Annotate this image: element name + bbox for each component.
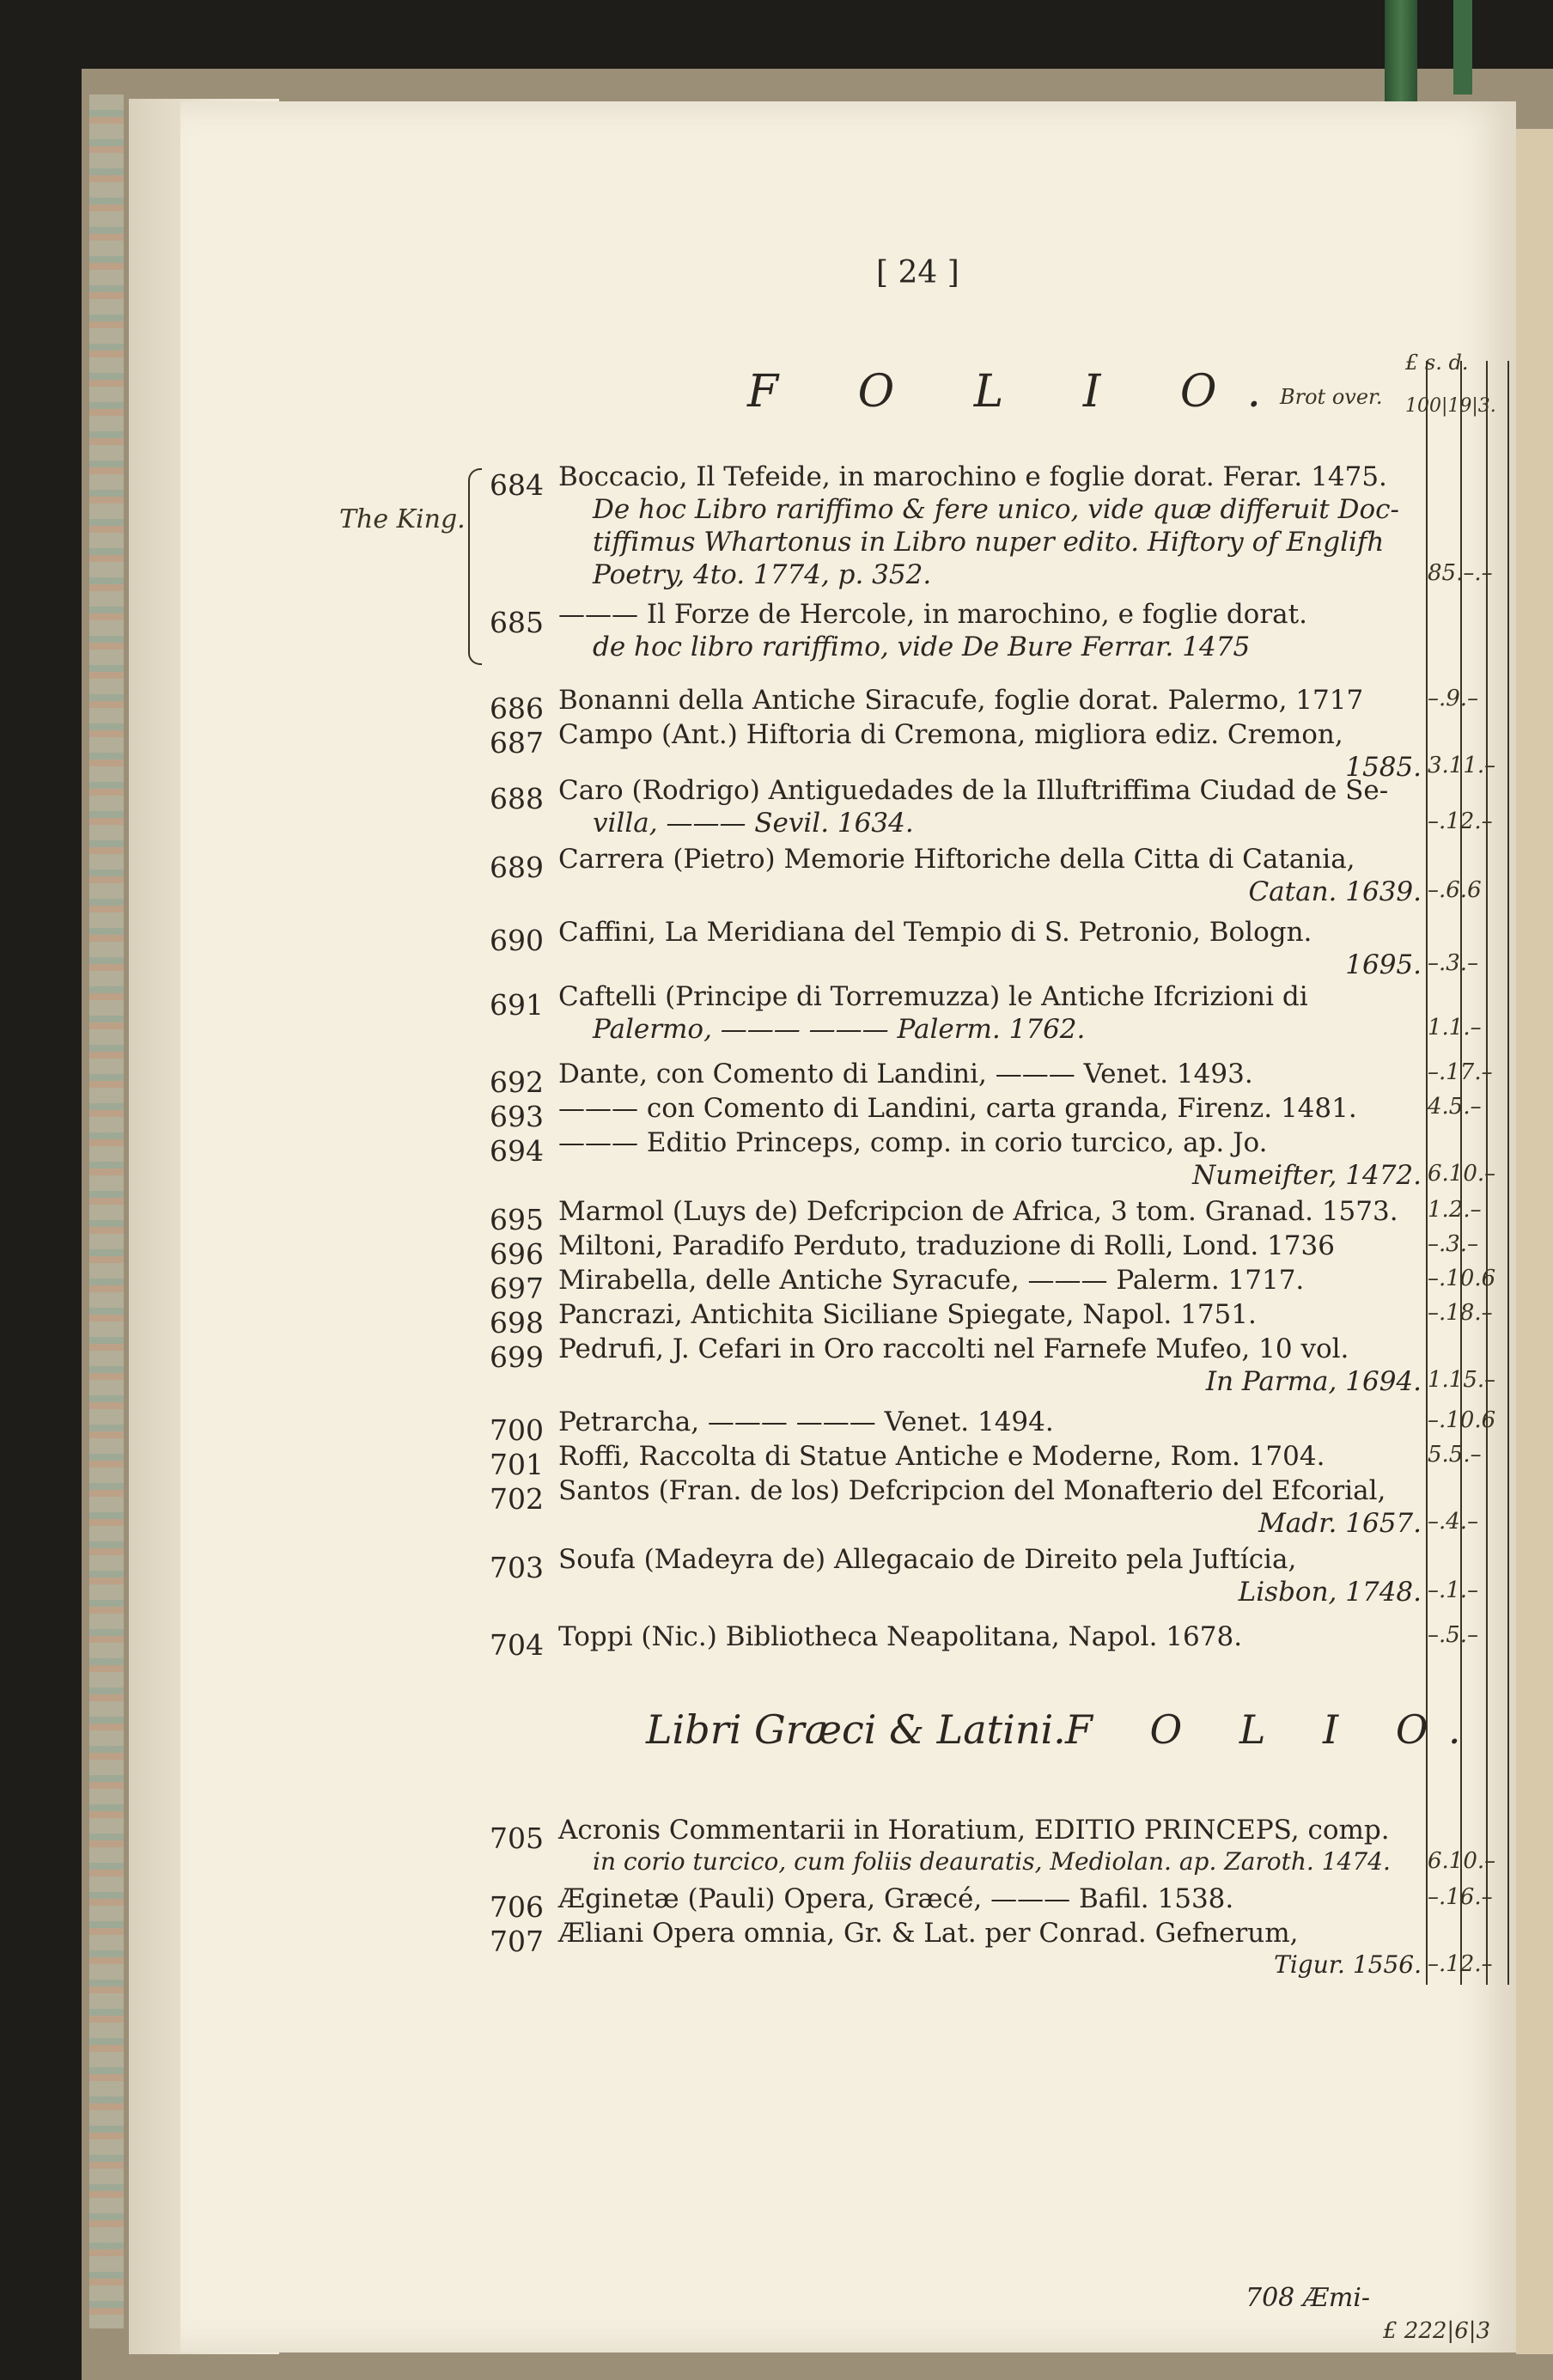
second-section-title: F O L I O. [1065, 1706, 1483, 1753]
entry-price: 3.11.– [1428, 753, 1496, 778]
entry-price: 85.–.– [1428, 560, 1493, 586]
section-title: F O L I O. [747, 366, 1294, 418]
entry-line: Caro (Rodrigo) Antiguedades de la Illuftriffima Ciudad de Se- [558, 775, 1389, 806]
entry-price: –.10.6 [1428, 1266, 1496, 1291]
entry-line: Acronis Commentarii in Horatium, EDITIO PRINCEPS, comp. [558, 1815, 1390, 1846]
entry-line: Numeifter, 1472. [1192, 1160, 1422, 1191]
entry-line: ——— Il Forze de Hercole, in marochino, e foglie dorat. [558, 599, 1307, 630]
entry-line: ——— Editio Princeps, comp. in corio turcico, ap. Jo. [558, 1127, 1268, 1158]
margin-note: The King. [339, 504, 466, 534]
entry-price: –.16.– [1428, 1884, 1493, 1910]
entry-line: Santos (Fran. de los) Defcripcion del Monafterio del Efcorial, [558, 1475, 1386, 1506]
entry-line: Æliani Opera omnia, Gr. & Lat. per Conrad. Gefnerum, [558, 1918, 1299, 1949]
entry-line: Campo (Ant.) Hiftoria di Cremona, migliora ediz. Cremon, [558, 719, 1343, 750]
entry-price: –.6.6 [1428, 877, 1482, 903]
entry-line: tiffimus Whartonus in Libro nuper edito. Hiftory of Englifh [593, 527, 1385, 558]
entry-number: 696 [490, 1237, 544, 1271]
entry-number: 691 [490, 988, 544, 1022]
entry-price: –.12.– [1428, 809, 1493, 834]
entry-number: 700 [490, 1413, 544, 1447]
entry-number: 701 [490, 1448, 544, 1481]
entry-price: 4.5.– [1428, 1094, 1482, 1120]
brought-over: Brot over. [1280, 385, 1383, 409]
bookmark-ribbon-2 [1453, 0, 1472, 95]
ledger-rule-4 [1507, 361, 1509, 1985]
entry-number: 690 [490, 924, 544, 957]
entry-line: Palermo, ——— ——— Palerm. 1762. [593, 1014, 1086, 1045]
entry-line: Carrera (Pietro) Memorie Hiftoriche della Citta di Catania, [558, 844, 1355, 875]
entry-line: Toppi (Nic.) Bibliotheca Neapolitana, Napol. 1678. [558, 1621, 1243, 1652]
entry-number: 704 [490, 1628, 544, 1662]
second-section-prefix: Libri Græci & Latini. [646, 1706, 1066, 1753]
entry-line: Petrarcha, ——— ——— Venet. 1494. [558, 1407, 1054, 1437]
entry-line: Caffini, La Meridiana del Tempio di S. Petronio, Bologn. [558, 917, 1312, 948]
lsd-header: £ s. d. [1405, 351, 1469, 375]
final-total: £ 222|6|3 [1383, 2318, 1491, 2344]
entry-price: –.3.– [1428, 1231, 1479, 1257]
entry-price: –.3.– [1428, 950, 1479, 976]
entry-price: –.5.– [1428, 1622, 1479, 1648]
entry-price: –.9.– [1428, 686, 1479, 711]
entry-line: Soufa (Madeyra de) Allegacaio de Direito pela Juftícia, [558, 1544, 1297, 1575]
page-fore-edge [1516, 129, 1553, 2354]
entry-line: Marmol (Luys de) Defcripcion de Africa, 3 tom. Granad. 1573. [558, 1196, 1398, 1227]
entry-number: 698 [490, 1306, 544, 1340]
entry-line: Caftelli (Principe di Torremuzza) le Antiche Ifcrizioni di [558, 981, 1308, 1012]
entry-line: Pedrufi, J. Cefari in Oro raccolti nel Farnefe Mufeo, 10 vol. [558, 1333, 1349, 1364]
entry-line: Mirabella, delle Antiche Syracufe, ——— Palerm. 1717. [558, 1265, 1305, 1296]
entry-line: Boccacio, Il Tefeide, in marochino e foglie dorat. Ferar. 1475. [558, 461, 1387, 492]
entry-price: 1.2.– [1428, 1197, 1482, 1223]
entry-number: 692 [490, 1065, 544, 1099]
entry-line: ——— con Comento di Landini, carta granda, Firenz. 1481. [558, 1093, 1357, 1124]
entry-line: Æginetæ (Pauli) Opera, Græcé, ——— Bafil. 1538. [558, 1883, 1234, 1914]
entry-line: Catan. 1639. [1248, 876, 1422, 907]
entry-line: Roffi, Raccolta di Statue Antiche e Moderne, Rom. 1704. [558, 1441, 1325, 1472]
entry-line: villa, ——— Sevil. 1634. [593, 808, 914, 839]
entry-line: 1695. [1345, 949, 1422, 980]
entry-price: –.10.6 [1428, 1407, 1496, 1433]
entry-line: Lisbon, 1748. [1238, 1577, 1422, 1608]
entry-line: Pancrazi, Antichita Siciliane Spiegate, Napol. 1751. [558, 1299, 1257, 1330]
entry-price: 6.10.– [1428, 1161, 1496, 1187]
entry-line: 1585. [1345, 752, 1422, 783]
entry-line: Tigur. 1556. [1274, 1950, 1422, 1979]
entry-price: –.18.– [1428, 1300, 1493, 1326]
entry-price: 1.1.– [1428, 1015, 1482, 1040]
entry-number: 707 [490, 1925, 544, 1958]
entry-number: 685 [490, 606, 544, 639]
entry-number: 695 [490, 1203, 544, 1236]
spine-edge [89, 95, 124, 2328]
entry-line: Madr. 1657. [1258, 1508, 1422, 1539]
entry-number: 688 [490, 782, 544, 815]
entry-line: Bonanni della Antiche Siracufe, foglie dorat. Palermo, 1717 [558, 685, 1364, 716]
entry-number: 686 [490, 692, 544, 725]
entry-line: Dante, con Comento di Landini, ——— Venet. 1493. [558, 1059, 1253, 1089]
brought-total: 100|19|3. [1405, 395, 1496, 417]
entry-number: 697 [490, 1272, 544, 1305]
entry-line: In Parma, 1694. [1205, 1366, 1422, 1397]
entry-number: 684 [490, 468, 544, 502]
entry-number: 706 [490, 1890, 544, 1924]
entry-number: 687 [490, 726, 544, 760]
entry-number: 702 [490, 1482, 544, 1516]
entry-number: 703 [490, 1551, 544, 1584]
entry-number: 699 [490, 1340, 544, 1374]
entry-line: De hoc Libro rariffimo & fere unico, vide quæ differuit Doc- [593, 494, 1399, 525]
entry-price: –.1.– [1428, 1578, 1479, 1603]
entry-price: –.17.– [1428, 1059, 1493, 1085]
entry-line: in corio turcico, cum foliis deauratis, Mediolan. ap. Zaroth. 1474. [593, 1847, 1391, 1876]
entry-line: Poetry, 4to. 1774, p. 352. [593, 559, 932, 590]
entry-number: 689 [490, 851, 544, 884]
page-number: [ 24 ] [876, 255, 959, 290]
entry-price: –.12.– [1428, 1951, 1493, 1977]
entry-number: 694 [490, 1134, 544, 1168]
margin-brace [468, 468, 482, 665]
entry-price: –.4.– [1428, 1509, 1479, 1535]
entry-line: Miltoni, Paradifo Perduto, traduzione di Rolli, Lond. 1736 [558, 1230, 1335, 1261]
bookmark-ribbon [1385, 0, 1417, 112]
entry-price: 1.15.– [1428, 1367, 1496, 1393]
entry-number: 705 [490, 1822, 544, 1855]
entry-price: 5.5.– [1428, 1442, 1482, 1468]
entry-price: 6.10.– [1428, 1848, 1496, 1874]
catchword: 708 Æmi- [1245, 2283, 1371, 2313]
entry-number: 693 [490, 1100, 544, 1133]
entry-line: de hoc libro rariffimo, vide De Bure Ferrar. 1475 [593, 632, 1251, 662]
page [180, 101, 1516, 2353]
